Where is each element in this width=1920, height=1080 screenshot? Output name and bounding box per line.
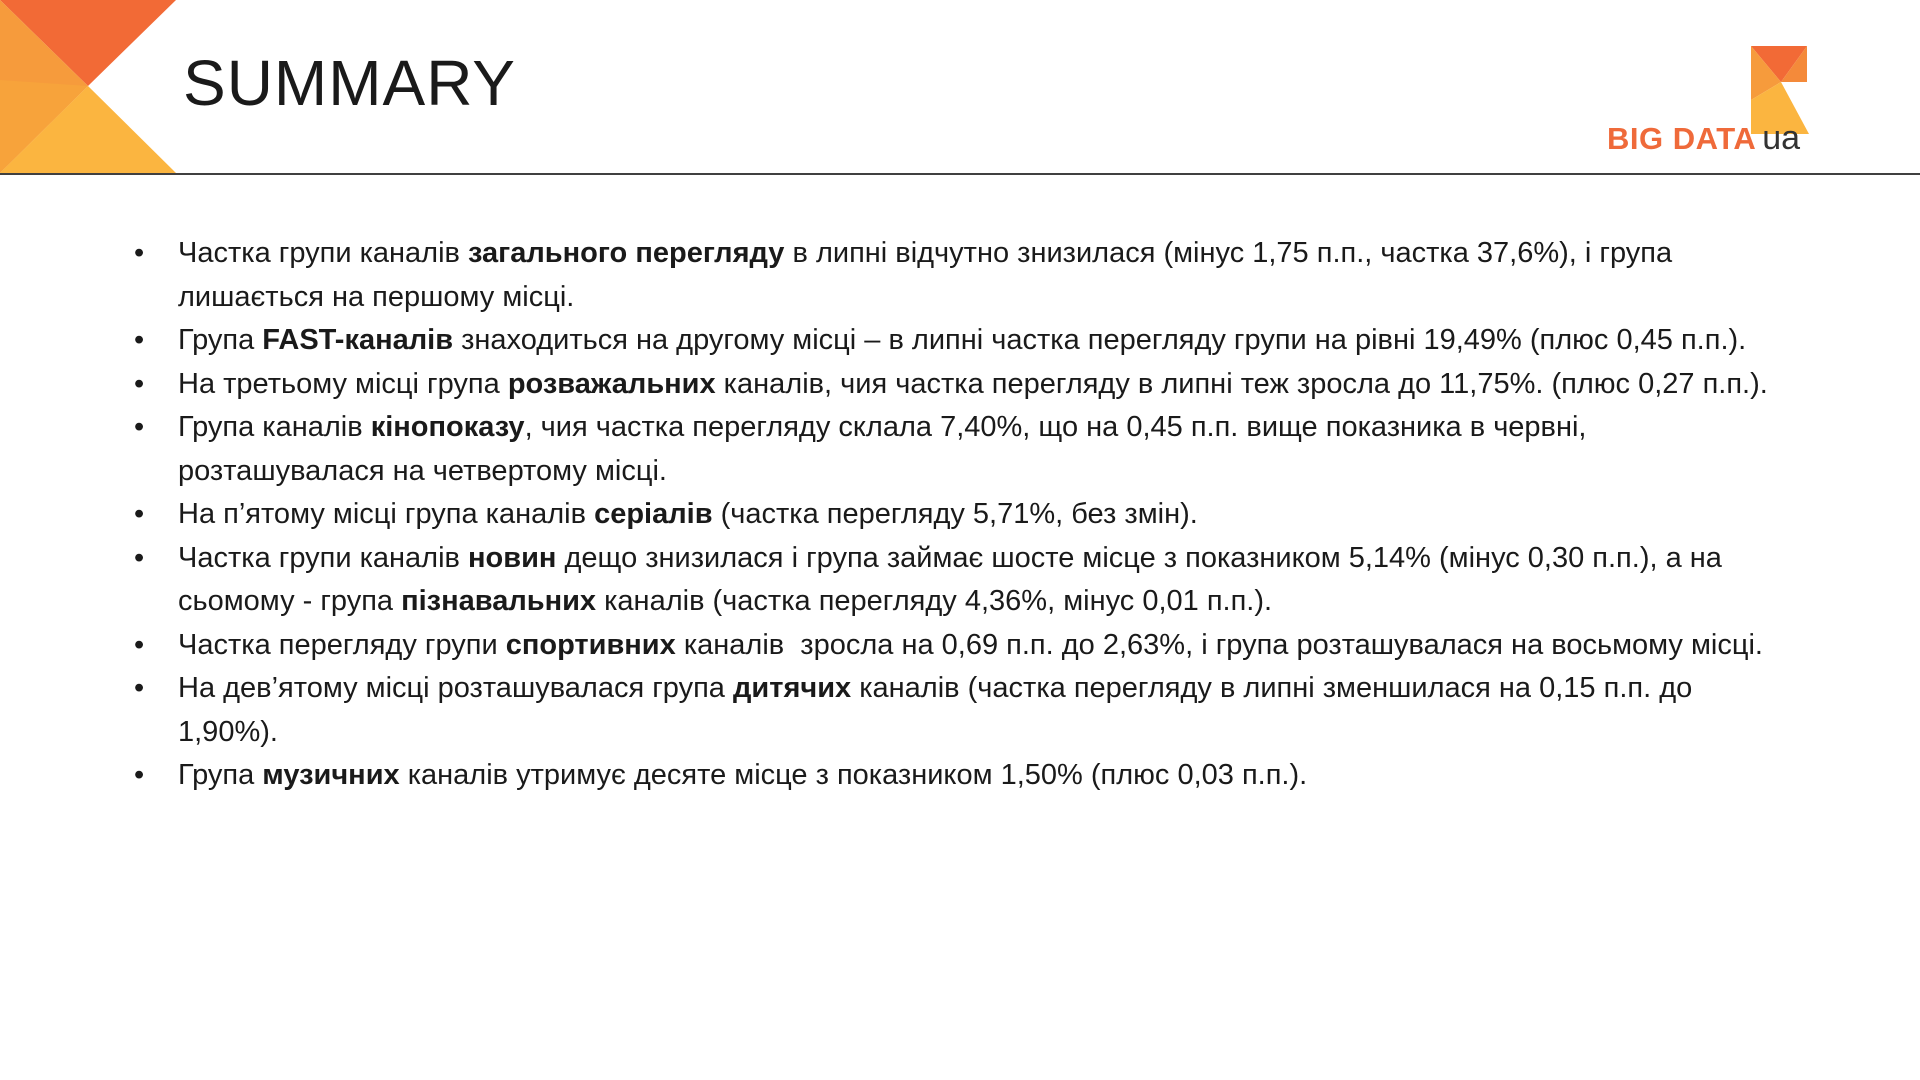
- bullet-text: На третьому місці група: [178, 367, 508, 400]
- bullet-item: [134, 537, 1794, 624]
- corner-triangles-decoration: [0, 0, 176, 173]
- header-divider: [0, 173, 1920, 175]
- bullet-bold-text: дитячих: [733, 672, 852, 704]
- bullet-text: Група каналів: [178, 411, 371, 443]
- bullet-item: [134, 624, 1794, 668]
- page-title: SUMMARY: [183, 47, 516, 119]
- logo-suffix: ua: [1762, 119, 1801, 157]
- summary-bullet-list: [134, 232, 1794, 798]
- bullet-item: [134, 754, 1794, 798]
- bullet-text: (частка перегляду 5,71%, без змін).: [712, 498, 1198, 530]
- bullet-text: каналів (частка перегляду в липні зменшилася на 0,15 п.п. до 1,90%).: [178, 672, 1693, 748]
- bullet-text: каналів, чия частка перегляду в липні теж зросла до 11,75%. (плюс 0,27 п.п.).: [715, 367, 1768, 400]
- bullet-text: каналів (частка перегляду 4,36%, мінус 0,01 п.п.).: [596, 585, 1273, 617]
- bullet-text: На п’ятому місці група каналів: [178, 498, 595, 530]
- bullet-bold-text: FAST-каналів: [262, 324, 454, 356]
- bullet-item: [134, 493, 1794, 537]
- bullet-item: [134, 667, 1794, 754]
- logo-brand: BIG DATA: [1607, 121, 1757, 156]
- bullet-bold-text: пізнавальних: [401, 585, 597, 617]
- bullet-text: , чия частка перегляду склала 7,40%, що на 0,45 п.п. вище показника в червні, розташувалася на четвертому місці.: [178, 411, 1587, 487]
- bullet-text: Частка групи каналів: [178, 237, 469, 269]
- bullet-bold-text: спортивних: [505, 628, 676, 661]
- bullet-bold-text: серіалів: [594, 498, 713, 530]
- bullet-text: Група: [178, 324, 263, 356]
- bullet-text: дещо знизилася і група займає шосте місце з показником 5,14% (мінус 0,30 п.п.), а на сьомому - група: [178, 541, 1722, 617]
- bullet-item: [134, 319, 1794, 363]
- bullet-item: [134, 406, 1794, 493]
- logo: [1603, 46, 1833, 158]
- bullet-bold-text: музичних: [262, 759, 400, 791]
- bullet-bold-text: кінопоказу: [370, 411, 525, 443]
- bullet-text: Частка перегляду групи: [178, 628, 506, 661]
- bullet-text: Група: [178, 759, 263, 791]
- bullet-text: Частка групи каналів: [178, 541, 469, 574]
- bullet-item: [134, 232, 1794, 319]
- logo-text: [1607, 118, 1800, 159]
- bullet-text: каналів утримує десяте місце з показником 1,50% (плюс 0,03 п.п.).: [399, 759, 1308, 791]
- bullet-bold-text: новин: [468, 541, 557, 574]
- bullet-item: [134, 363, 1794, 407]
- bullet-text: в липні відчутно знизилася (мінус 1,75 п.п., частка 37,6%), і група лишається на першому місці.: [178, 237, 1673, 313]
- bullet-text: знаходиться на другому місці – в липні частка перегляду групи на рівні 19,49% (плюс 0,45 п.п.).: [453, 324, 1747, 356]
- bullet-text: На дев’ятому місці розташувалася група: [178, 672, 733, 704]
- bullet-text: каналів зросла на 0,69 п.п. до 2,63%, і група розташувалася на восьмому місці.: [675, 628, 1763, 661]
- bullet-bold-text: розважальних: [507, 367, 716, 400]
- bullet-bold-text: загального перегляду: [468, 237, 785, 269]
